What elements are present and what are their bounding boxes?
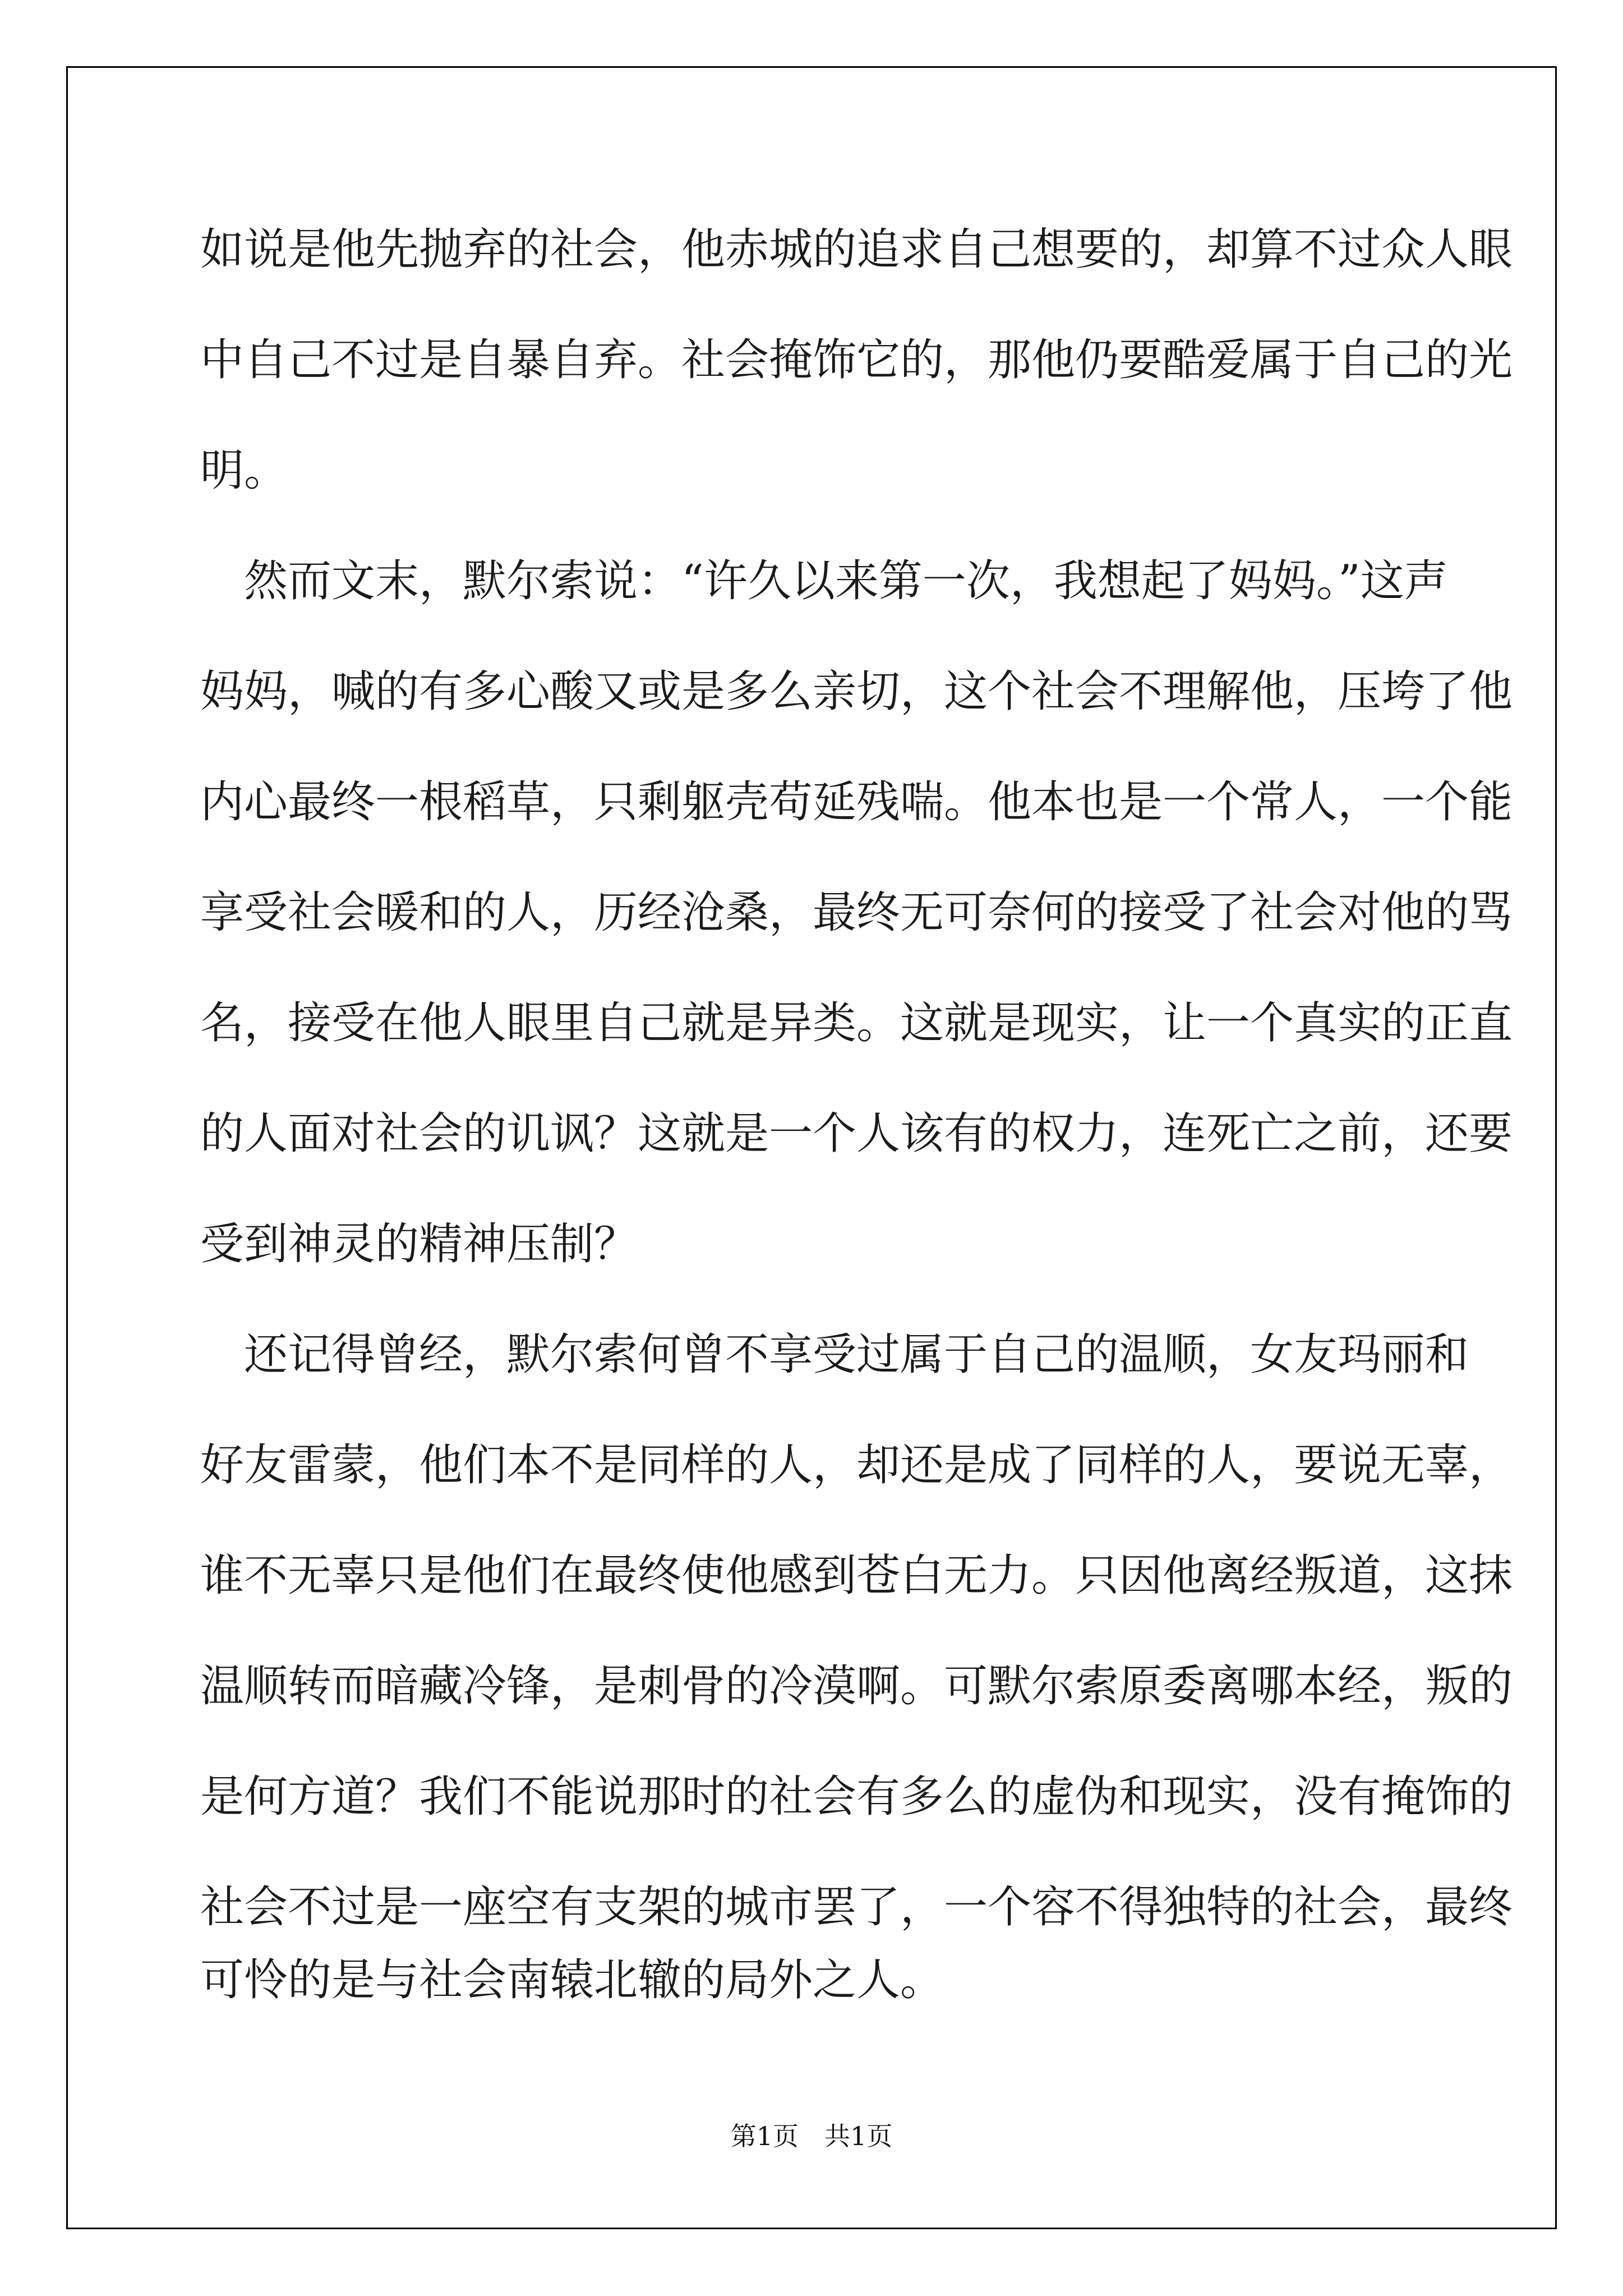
body-text-line-14: 温顺转而暗藏冷锋，是刺骨的冷漠啊。可默尔索原委离哪本经，叛的 [200, 1661, 1513, 1711]
body-text-line-4: 然而文末，默尔索说：“许久以来第一次，我想起了妈妈。”这声 [200, 556, 1448, 606]
body-text-line-8: 名，接受在他人眼里自己就是异类。这就是现实，让一个真实的正直 [200, 998, 1513, 1048]
body-text-line-13: 谁不无辜只是他们在最终使他感到苍白无力。只因他离经叛道，这抹 [200, 1550, 1513, 1601]
body-text-line-6: 内心最终一根稻草，只剩躯壳苟延残喘。他本也是一个常人，一个能 [200, 777, 1513, 827]
body-text-line-5: 妈妈，喊的有多心酸又或是多么亲切，这个社会不理解他，压垮了他 [200, 666, 1513, 717]
body-text-line-11: 还记得曾经，默尔索何曾不享受过属于自己的温顺，女友玛丽和 [200, 1329, 1469, 1380]
body-text-line-12: 好友雷蒙，他们本不是同样的人，却还是成了同样的人，要说无辜， [200, 1440, 1513, 1490]
page-number-footer: 第1页 共1页 [730, 2121, 893, 2151]
body-text-line-15: 是何方道？我们不能说那时的社会有多么的虚伪和现实，没有掩饰的 [200, 1772, 1513, 1822]
body-text-line-1: 如说是他先抛弃的社会，他赤城的追求自己想要的，却算不过众人眼 [200, 224, 1513, 275]
body-text-line-7: 享受社会暖和的人，历经沧桑，最终无可奈何的接受了社会对他的骂 [200, 887, 1513, 938]
body-text-line-17: 可怜的是与社会南辕北辙的局外之人。 [200, 1955, 944, 2005]
body-text-line-9: 的人面对社会的讥讽？这就是一个人该有的权力，连死亡之前，还要 [200, 1108, 1513, 1159]
body-text-line-10: 受到神灵的精神压制？ [200, 1219, 638, 1269]
body-text-line-2: 中自己不过是自暴自弃。社会掩饰它的，那他仍要酷爱属于自己的光 [200, 335, 1513, 385]
body-text-line-16: 社会不过是一座空有支架的城市罢了，一个容不得独特的社会，最终 [200, 1882, 1513, 1932]
body-text-line-3: 明。 [200, 445, 288, 496]
